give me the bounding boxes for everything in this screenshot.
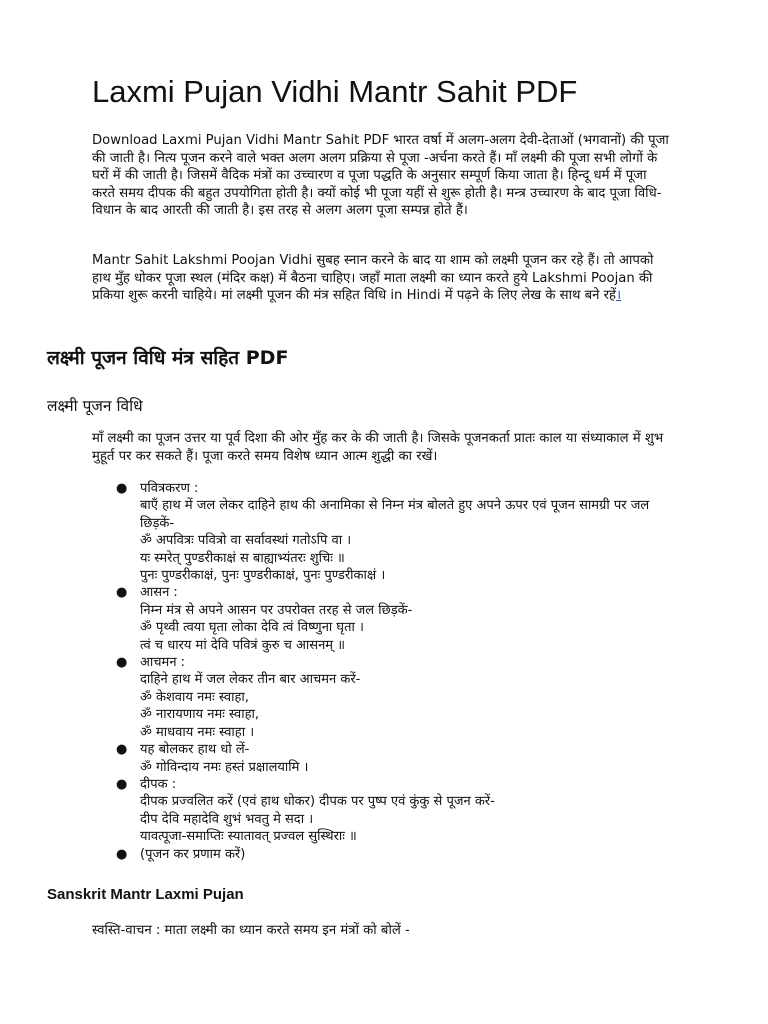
- list-item-label: आसन :: [140, 585, 178, 601]
- ritual-steps-list: [100, 480, 660, 863]
- section-heading: लक्ष्मी पूजन विधि मंत्र सहित PDF: [47, 347, 289, 369]
- vidhi-paragraph: [92, 252, 672, 305]
- list-item-line: ॐ अपवित्रः पवित्रो वा सर्वावस्थां गतोऽपि वा ।: [140, 533, 352, 549]
- bullet-icon: ●: [116, 776, 128, 792]
- list-item-line: ॐ पृथ्वी त्वया घृता लोका देवि त्वं विष्णुना घृता ।: [140, 620, 364, 636]
- list-item-label: पवित्रकरण :: [140, 481, 199, 496]
- bullet-icon: ●: [116, 846, 128, 862]
- list-item-label: दीपक :: [140, 776, 177, 792]
- list-item: [100, 584, 660, 654]
- list-item: [100, 776, 660, 846]
- list-item-line: बाएँ हाथ में जल लेकर दाहिने हाथ की अनामिका से निम्न मंत्र बोलते हुए अपने ऊपर एवं पूजन सामग्री पर जल छिड़कें-: [140, 498, 650, 531]
- list-item-line: पुनः पुण्डरीकाक्षं, पुनः पुण्डरीकाक्षं, पुनः पुण्डरीकाक्षं ।: [140, 568, 386, 584]
- list-item: [100, 654, 660, 741]
- list-item: [100, 741, 660, 776]
- list-item-label: (पूजन कर प्रणाम करें): [140, 846, 246, 862]
- bullet-icon: ●: [116, 742, 128, 758]
- swasti-vachan-paragraph: स्वस्ति-वाचन : माता लक्ष्मी का ध्यान करते समय इन मंत्रों को बोलें -: [92, 923, 410, 938]
- vidhi-paragraph-text: Mantr Sahit Lakshmi Poojan Vidhi सुबह स्नान करने के बाद या शाम को लक्ष्मी पूजन कर रहे हैं। तो आपको हाथ मुँह धोकर पूजा स्थल (मंदिर कक्ष) में बैठना चाहिए। जहाँ माता लक्ष्मी का ध्यान करते हुये Lakshmi Poojan की प्रकिया शुरू करनी चाहिये। मां लक्ष्मी पूजन की मंत्र सहित विधि in Hindi में पढ़ने के लिए लेख के साथ बने रहें: [92, 253, 654, 304]
- list-item-line: ॐ गोविन्दाय नमः हस्तं प्रक्षालयामि ।: [140, 759, 309, 775]
- inline-link[interactable]: ।: [616, 288, 622, 304]
- list-item-line: निम्न मंत्र से अपने आसन पर उपरोक्त तरह से जल छिड़कें-: [140, 602, 413, 618]
- subsection-heading: लक्ष्मी पूजन विधि: [47, 397, 143, 415]
- intro-paragraph: Download Laxmi Pujan Vidhi Mantr Sahit PDF भारत वर्षा में अलग-अलग देवी-देताओं (भगवानों) की पूजा की जाती है। नित्य पूजन करने वाले भक्त अलग अलग प्रक्रिया से पूजा -अर्चना करते हैं। माँ लक्ष्मी की पूजा सभी लोगों के घरों में की जाती है। जिसमें वैदिक मंत्रों का उच्चारण व पूजा पद्धति के अनुसार सम्पूर्ण किया जाता है। हिन्दू धर्म में पूजा करते समय दीपक की बहुत उपयोगिता होती है। क्यों कोई भी पूजा यहीं से शुरू होती है। मन्त्र उच्चारण के बाद पूजा विधि-विधान के बाद आरती की जाती है। इस तरह से अलग अलग पूजा सम्पन्न होते हैं।: [92, 133, 669, 219]
- list-item: [100, 480, 660, 584]
- sanskrit-heading: Sanskrit Mantr Laxmi Pujan: [47, 886, 244, 903]
- list-item-line: ॐ माधवाय नमः स्वाहा ।: [140, 724, 255, 740]
- pujan-paragraph: माँ लक्ष्मी का पूजन उत्तर या पूर्व दिशा की ओर मुँह कर के की जाती है। जिसके पूजनकर्ता प्रातः काल या संध्याकाल में शुभ मुहूर्त पर कर सकते हैं। पूजा करते समय विशेष ध्यान आत्म शुद्धी का रखें।: [92, 431, 664, 464]
- list-item-line: यः स्मरेत् पुण्डरीकाक्षं स बाह्याभ्यंतरः शुचिः ॥: [140, 550, 345, 566]
- bullet-icon: ●: [116, 585, 128, 601]
- list-item-line: ॐ नारायणाय नमः स्वाहा,: [140, 707, 260, 723]
- list-item-label: यह बोलकर हाथ धो लें-: [140, 742, 250, 758]
- bullet-icon: ●: [116, 481, 128, 496]
- list-item-line: दाहिने हाथ में जल लेकर तीन बार आचमन करें-: [140, 672, 361, 688]
- list-item-line: ॐ केशवाय नमः स्वाहा,: [140, 689, 249, 705]
- list-item-label: आचमन :: [140, 655, 186, 671]
- list-item-line: त्वं च धारय मां देवि पवित्रं कुरु च आसनम् ॥: [140, 637, 345, 653]
- list-item-line: दीप देवि महादेवि शुभं भवतु मे सदा ।: [140, 811, 314, 827]
- list-item: [100, 846, 660, 863]
- page-title: Laxmi Pujan Vidhi Mantr Sahit PDF: [92, 74, 578, 109]
- list-item-line: दीपक प्रज्वलित करें (एवं हाथ धोकर) दीपक पर पुष्प एवं कुंकु से पूजन करें-: [140, 794, 495, 810]
- bullet-icon: ●: [116, 655, 128, 671]
- list-item-line: यावत्पूजा-समाप्तिः स्यातावत् प्रज्वल सुस्थिराः ॥: [140, 829, 357, 845]
